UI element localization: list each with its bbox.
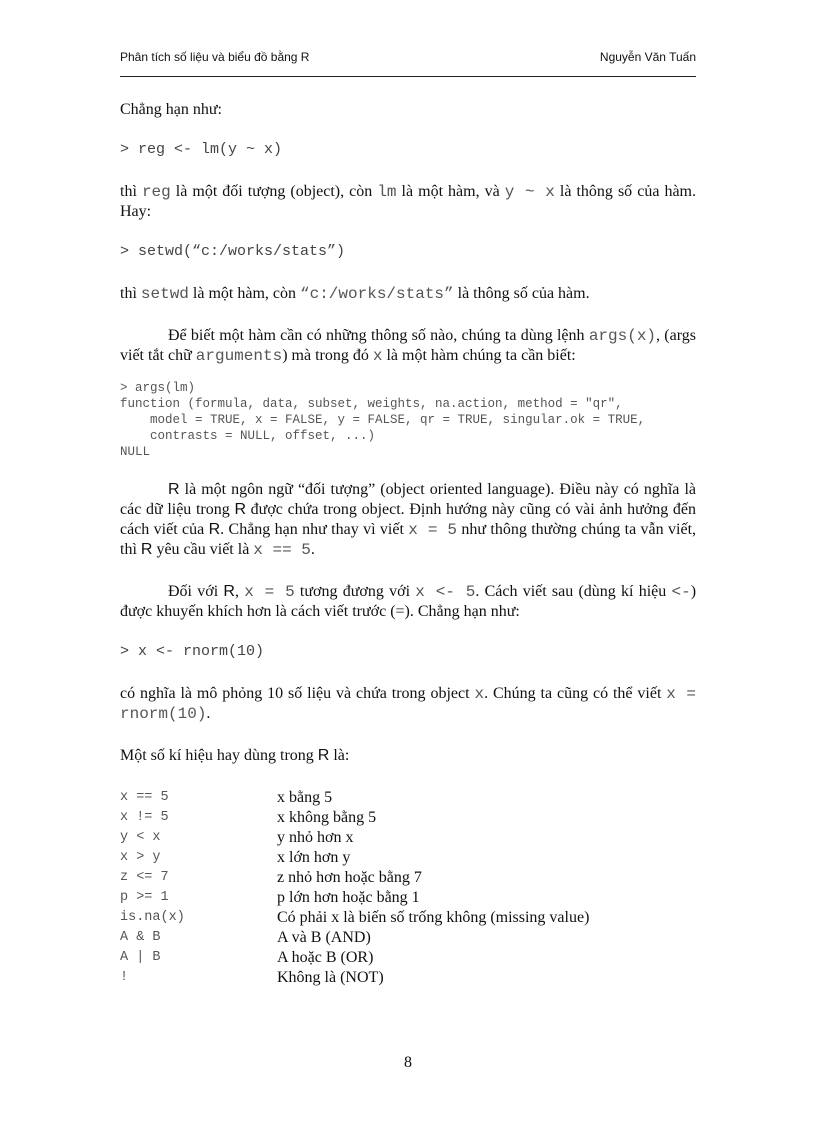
symbol-row [120,868,696,888]
r-name: R [317,747,330,764]
text: thì [120,285,141,302]
symbol-row [120,928,696,948]
symbol-code: A & B [120,930,161,945]
text: , (args viết tắt chữ [120,327,696,364]
code-reg: > reg <- lm(y ~ x) [120,141,283,158]
text: là một đối tượng (object), còn [170,183,378,200]
symbol-description: A và B (AND) [277,929,371,946]
inline-code: x [372,347,383,365]
symbol-code: p >= 1 [120,890,169,905]
paragraph-object-oriented [120,480,696,560]
symbol-code: is.na(x) [120,910,185,925]
symbol-description: y nhỏ hơn x [277,829,354,846]
text: . Chúng ta cũng có thể viết [484,685,667,702]
code-rnorm: > x <- rnorm(10) [120,643,265,660]
symbol-description: Không là (NOT) [277,969,384,986]
text: tương đương với [294,583,416,600]
text: , [234,583,245,600]
symbol-row [120,948,696,968]
text: được chứa trong object. Định hướng này cũng có vài ảnh hưởng đến cách viết của [120,501,697,538]
text: . [206,705,211,722]
text: . [310,541,315,558]
text: ) mà trong đó [282,347,373,364]
code-block-args [120,380,696,460]
paragraph-reg [120,182,696,222]
code-line: model = TRUE, x = FALSE, y = FALSE, qr = TRUE, singular.ok = TRUE, [120,413,646,427]
text: . Cách viết sau (dùng kí hiệu [475,583,672,600]
inline-code: args(x) [588,327,657,345]
inline-code: x = 5 [244,583,295,601]
symbol-code: z <= 7 [120,870,169,885]
inline-code: x = 5 [408,521,458,539]
inline-code: lm [377,183,397,201]
code-line: function (formula, data, subset, weights, na.action, method = "qr", [120,397,623,411]
page-number: 8 [404,1054,412,1071]
inline-code: setwd [140,285,189,303]
symbol-row [120,908,696,928]
text: là: [329,747,350,764]
r-name: R [234,501,246,518]
symbol-row [120,788,696,808]
text: yêu cầu viết là [152,541,254,558]
r-name: R [208,521,221,538]
text: có nghĩa là mô phỏng 10 số liệu và chứa trong object [120,685,475,702]
symbol-description: x lớn hơn y [277,849,351,866]
text: là thông số của hàm. [453,285,590,302]
symbol-code: x != 5 [120,810,169,825]
inline-code: <- [671,583,691,601]
symbol-description: x không bằng 5 [277,809,377,826]
symbol-row [120,828,696,848]
code-line: contrasts = NULL, offset, ...) [120,429,376,443]
text: là một hàm, còn [188,285,300,302]
symbol-code: A | B [120,950,161,965]
symbol-row [120,888,696,908]
inline-code: x = rnorm(10) [120,685,706,723]
inline-code: x [474,685,485,703]
text: là một ngôn ngữ “đối tượng” (object oriented language). Điều này có nghĩa là các dữ liệu trong [120,481,696,518]
text: như thông thường chúng ta vẫn viết, thì [120,521,697,558]
running-header [120,50,696,68]
inline-code: arguments [195,347,283,365]
text: ) được khuyến khích hơn là cách viết trước (=). Chẳng hạn như: [120,583,697,620]
code-setwd: > setwd(“c:/works/stats”) [120,243,346,260]
inline-code: x == 5 [253,541,311,559]
paragraph-args [120,326,696,366]
inline-code: reg [141,183,171,201]
paragraph-symbols-intro [120,746,696,766]
header-author: Nguyễn Văn Tuấn [599,50,696,64]
symbol-code: x > y [120,850,161,865]
symbol-description: z nhỏ hơn hoặc bằng 7 [277,869,422,886]
symbol-description: x bằng 5 [277,789,333,806]
inline-code: y ~ x [504,183,555,201]
symbol-row [120,968,696,988]
r-name: R [140,541,153,558]
code-line: NULL [120,445,151,459]
text: là một hàm, và [396,183,505,200]
symbol-code: ! [120,970,129,985]
symbol-description: Có phải x là biến số trống không (missing value) [277,909,590,926]
paragraph-rnorm [120,684,706,724]
paragraph-setwd [120,284,696,304]
r-name: R [223,583,235,600]
symbol-description: A hoặc B (OR) [277,949,374,966]
symbols-table [120,788,696,988]
text: Để biết một hàm cần có những thông số nào, chúng ta dùng lệnh [168,327,589,344]
text: Đối với [168,583,224,600]
text: là một hàm chúng ta cần biết: [382,347,576,364]
inline-code: x <- 5 [415,583,476,601]
paragraph-assignment [120,582,696,622]
intro-paragraph: Chẳng hạn như: [120,101,222,118]
text: . Chẳng hạn như thay vì viết [220,521,409,538]
text: là thông số của hàm. Hay: [120,183,697,220]
symbol-code: x == 5 [120,790,169,805]
symbol-row [120,848,696,868]
code-line: > args(lm) [120,381,196,395]
text: thì [120,183,142,200]
symbol-code: y < x [120,830,161,845]
header-rule [120,76,696,77]
text: Một số kí hiệu hay dùng trong [120,747,318,764]
symbol-row [120,808,696,828]
header-title: Phân tích số liệu và biểu đồ bằng R [120,50,310,64]
r-name: R [168,481,180,498]
symbol-description: p lớn hơn hoặc bằng 1 [277,889,420,906]
inline-code: “c:/works/stats” [300,285,454,303]
page-body [120,100,706,988]
